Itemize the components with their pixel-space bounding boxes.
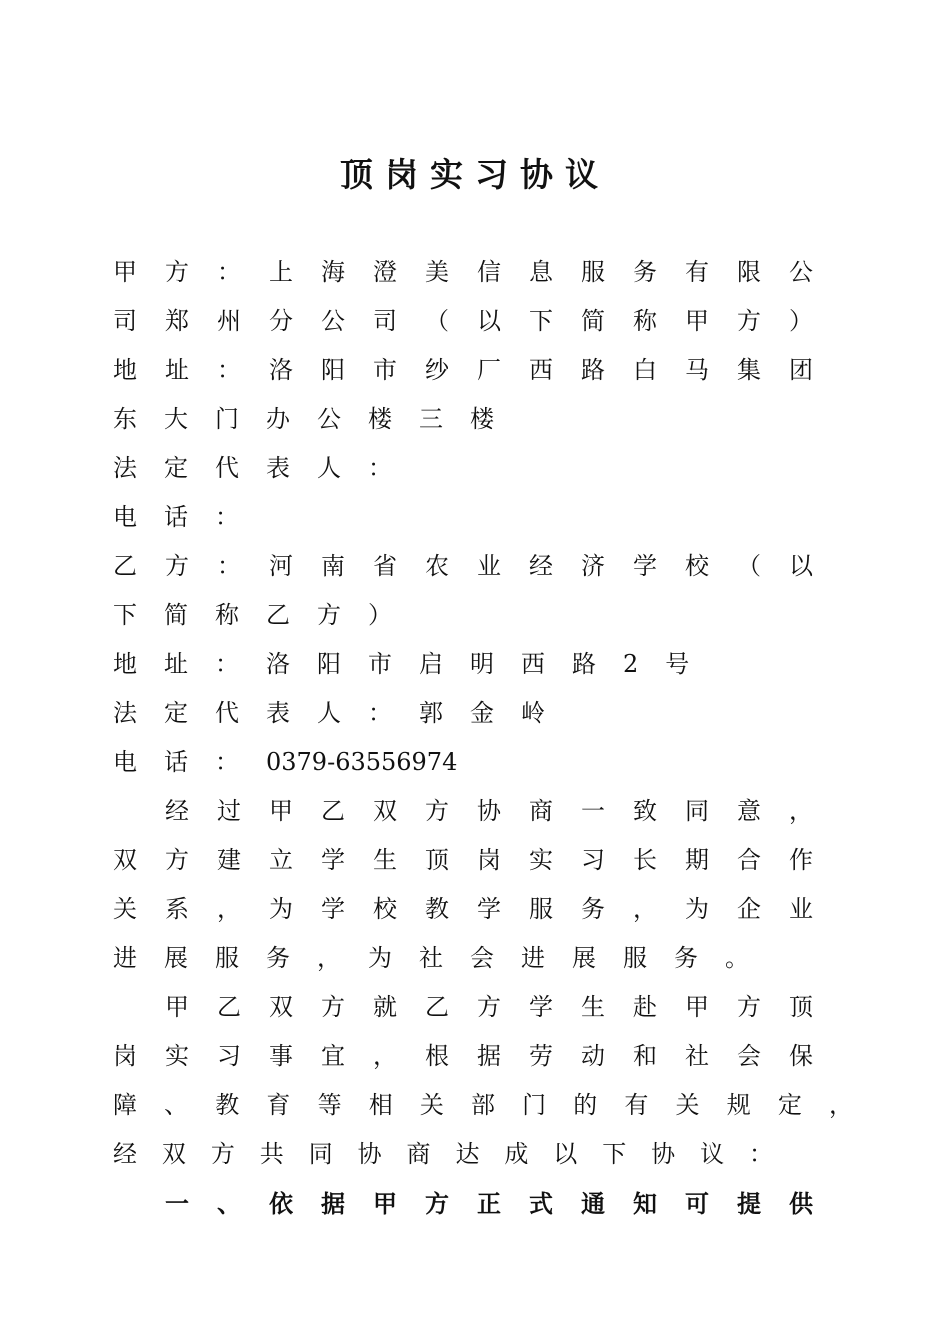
text-char: 办 [266, 405, 290, 433]
text-char: ， [373, 1042, 397, 1070]
text-char: 意 [737, 797, 761, 825]
paragraph-2-line-3 [113, 1081, 853, 1130]
text-char: 洛 [266, 650, 290, 678]
text-char: ） [368, 601, 392, 629]
text-char: 表 [266, 454, 290, 482]
party-b-address [113, 640, 813, 689]
text-char: 方 [425, 797, 449, 825]
text-char: 商 [406, 1140, 431, 1168]
text-char: ： [368, 699, 392, 727]
text-char: 方 [165, 846, 189, 874]
text-char: 号 [665, 650, 690, 678]
text-char: 展 [164, 944, 188, 972]
text-char: 劳 [529, 1042, 553, 1070]
text-char: ， [317, 944, 341, 972]
text-char: 司 [373, 307, 397, 335]
text-char: 甲 [373, 1189, 397, 1218]
text-char: 就 [373, 993, 397, 1021]
text-char: 西 [521, 650, 545, 678]
text-char: 定 [164, 454, 188, 482]
text-char: 通 [581, 1189, 605, 1218]
text-char: 一 [165, 1189, 189, 1218]
text-char: 限 [737, 258, 761, 286]
text-char: 的 [573, 1091, 598, 1119]
text-char: 。 [725, 944, 749, 972]
text-char: 下 [529, 307, 553, 335]
text-char: 方 [317, 601, 341, 629]
text-char: 据 [477, 1042, 501, 1070]
paragraph-2-line-4 [113, 1130, 773, 1179]
text-char: 方 [321, 993, 345, 1021]
text-char: 定 [777, 1091, 802, 1119]
text-char: 顶 [425, 846, 449, 874]
text-char: 代 [215, 699, 239, 727]
text-char: 东 [113, 405, 137, 433]
text-char: 州 [217, 307, 241, 335]
text-char: 、 [164, 1091, 189, 1119]
text-char: 学 [529, 993, 553, 1021]
text-char: 方 [210, 1140, 235, 1168]
text-char: 团 [789, 356, 813, 384]
text-char: 学 [321, 895, 345, 923]
text-char: 方 [737, 307, 761, 335]
text-char: 地 [113, 650, 137, 678]
text-char: 务 [674, 944, 698, 972]
text-char: 2 [623, 650, 639, 678]
text-char: 为 [685, 895, 709, 923]
text-char: 习 [217, 1042, 241, 1070]
text-char: 明 [470, 650, 494, 678]
text-char: 美 [425, 258, 449, 286]
text-char: 下 [602, 1140, 627, 1168]
text-char: 双 [161, 1140, 186, 1168]
text-char: 赴 [633, 993, 657, 1021]
text-char: 生 [373, 846, 397, 874]
text-char: 教 [425, 895, 449, 923]
text-char: 社 [419, 944, 443, 972]
text-char: 法 [113, 699, 137, 727]
text-char: 0379-63556974 [266, 748, 458, 776]
text-char: 障 [113, 1091, 137, 1119]
text-char: 澄 [373, 258, 397, 286]
text-char: 关 [419, 1091, 444, 1119]
text-char: 实 [165, 1042, 189, 1070]
text-char: 过 [217, 797, 241, 825]
text-char: 农 [425, 552, 449, 580]
text-char: 楼 [368, 405, 392, 433]
text-char: 息 [529, 258, 553, 286]
text-char: 马 [685, 356, 709, 384]
text-char: 岗 [477, 846, 501, 874]
text-char: 保 [789, 1042, 813, 1070]
text-char: 务 [581, 895, 605, 923]
text-char: ： [215, 503, 239, 531]
text-char: 省 [373, 552, 397, 580]
text-char: 方 [737, 993, 761, 1021]
text-char: 甲 [685, 307, 709, 335]
text-char: 学 [477, 895, 501, 923]
text-char: 立 [269, 846, 293, 874]
text-char: 门 [522, 1091, 547, 1119]
text-char: 进 [113, 944, 137, 972]
text-char: 法 [113, 454, 137, 482]
text-char: 协 [651, 1140, 676, 1168]
text-char: 代 [215, 454, 239, 482]
text-char: 建 [217, 846, 241, 874]
text-char: 市 [373, 356, 397, 384]
text-char: 方 [165, 552, 189, 580]
text-char: 公 [317, 405, 341, 433]
text-char: 南 [321, 552, 345, 580]
text-char: ） [789, 307, 813, 335]
text-char: 有 [685, 258, 709, 286]
text-char: 集 [737, 356, 761, 384]
text-char: 定 [164, 699, 188, 727]
party-a-name-line-2 [113, 297, 813, 346]
party-a-name-line-1 [113, 248, 813, 297]
text-char: 乙 [113, 552, 137, 580]
text-char: 西 [529, 356, 553, 384]
text-char: 经 [165, 797, 189, 825]
paragraph-1-line-3 [113, 885, 813, 934]
text-char: 等 [317, 1091, 342, 1119]
text-char: 简 [581, 307, 605, 335]
paragraph-1-line-2 [113, 836, 813, 885]
text-char: 大 [164, 405, 188, 433]
text-char: 三 [419, 405, 443, 433]
text-char: 乙 [425, 993, 449, 1021]
party-b-name-line-2 [113, 591, 813, 640]
text-char: 相 [368, 1091, 393, 1119]
text-char: ， [789, 797, 813, 825]
text-char: 上 [269, 258, 293, 286]
text-char: 楼 [470, 405, 494, 433]
text-char: 会 [737, 1042, 761, 1070]
text-char: 和 [633, 1042, 657, 1070]
text-char: 为 [368, 944, 392, 972]
text-char: ： [215, 748, 239, 776]
text-char: 根 [425, 1042, 449, 1070]
text-char: 同 [685, 797, 709, 825]
text-char: 郭 [419, 699, 443, 727]
text-char: 乙 [266, 601, 290, 629]
text-char: 址 [165, 356, 189, 384]
text-char: 门 [215, 405, 239, 433]
text-char: 岗 [113, 1042, 137, 1070]
text-char: 业 [789, 895, 813, 923]
text-char: 规 [726, 1091, 751, 1119]
text-char: 习 [581, 846, 605, 874]
text-char: 甲 [685, 993, 709, 1021]
text-char: ： [217, 552, 241, 580]
text-char: 司 [113, 307, 137, 335]
text-char: 人 [317, 699, 341, 727]
paragraph-2-line-2 [113, 1032, 813, 1081]
clause-1-heading [165, 1179, 813, 1228]
text-char: 一 [581, 797, 605, 825]
text-char: 海 [321, 258, 345, 286]
text-char: 展 [572, 944, 596, 972]
text-char: 同 [308, 1140, 333, 1168]
text-char: （ [737, 552, 761, 580]
text-char: ： [217, 258, 241, 286]
text-char: 阳 [321, 356, 345, 384]
text-char: 路 [581, 356, 605, 384]
text-char: 经 [529, 552, 553, 580]
text-char: 作 [789, 846, 813, 874]
party-a-address-line-2 [113, 395, 813, 444]
text-char: 有 [624, 1091, 649, 1119]
text-char: 方 [477, 993, 501, 1021]
text-char: 双 [113, 846, 137, 874]
text-char: 协 [357, 1140, 382, 1168]
text-char: 正 [477, 1189, 501, 1218]
text-char: 郑 [165, 307, 189, 335]
text-char: 人 [317, 454, 341, 482]
text-char: 依 [269, 1189, 293, 1218]
text-char: 服 [581, 258, 605, 286]
text-char: 实 [529, 846, 553, 874]
text-char: 式 [529, 1189, 553, 1218]
party-a-address-line-1 [113, 346, 813, 395]
text-char: 方 [165, 258, 189, 286]
text-char: 达 [455, 1140, 480, 1168]
text-char: 宜 [321, 1042, 345, 1070]
text-char: 电 [113, 748, 137, 776]
paragraph-1-line-1 [165, 787, 813, 836]
text-char: 双 [373, 797, 397, 825]
text-char: 河 [269, 552, 293, 580]
text-char: 供 [789, 1189, 813, 1218]
party-a-phone [113, 493, 813, 542]
text-char: 期 [685, 846, 709, 874]
text-char: 以 [477, 307, 501, 335]
text-char: 顶 [789, 993, 813, 1021]
text-char: ， [633, 895, 657, 923]
text-char: 校 [373, 895, 397, 923]
text-char: （ [425, 307, 449, 335]
text-char: 以 [789, 552, 813, 580]
text-char: ， [217, 895, 241, 923]
text-char: 甲 [165, 993, 189, 1021]
text-char: 议 [700, 1140, 725, 1168]
text-char: 岭 [521, 699, 545, 727]
text-char: 务 [633, 258, 657, 286]
text-char: 白 [633, 356, 657, 384]
text-char: 甲 [269, 797, 293, 825]
text-char: 动 [581, 1042, 605, 1070]
text-char: 话 [164, 748, 188, 776]
text-char: 业 [477, 552, 501, 580]
text-char: 表 [266, 699, 290, 727]
text-char: 学 [633, 552, 657, 580]
text-char: ： [748, 1140, 773, 1168]
text-char: 共 [259, 1140, 284, 1168]
text-char: 称 [633, 307, 657, 335]
text-char: 阳 [317, 650, 341, 678]
text-char: 学 [321, 846, 345, 874]
text-char: 地 [113, 356, 137, 384]
text-char: 可 [685, 1189, 709, 1218]
text-char: 育 [266, 1091, 291, 1119]
text-char: 校 [685, 552, 709, 580]
text-char: 、 [217, 1189, 241, 1218]
text-char: 商 [529, 797, 553, 825]
text-char: 部 [470, 1091, 495, 1119]
text-char: 乙 [217, 993, 241, 1021]
text-char: 厂 [477, 356, 501, 384]
text-char: 社 [685, 1042, 709, 1070]
text-char: 进 [521, 944, 545, 972]
text-char: 洛 [269, 356, 293, 384]
text-char: 址 [164, 650, 188, 678]
text-char: 金 [470, 699, 494, 727]
text-char: ： [215, 650, 239, 678]
text-char: 协 [477, 797, 501, 825]
party-b-legal-rep [113, 689, 813, 738]
text-char: 为 [269, 895, 293, 923]
text-char: 路 [572, 650, 596, 678]
text-char: 提 [737, 1189, 761, 1218]
text-char: 纱 [425, 356, 449, 384]
text-char: 话 [164, 503, 188, 531]
text-char: 企 [737, 895, 761, 923]
text-char: 简 [164, 601, 188, 629]
text-char: 生 [581, 993, 605, 1021]
text-char: 称 [215, 601, 239, 629]
text-char: 知 [633, 1189, 657, 1218]
text-char: 甲 [113, 258, 137, 286]
text-char: 公 [789, 258, 813, 286]
text-char: 长 [633, 846, 657, 874]
text-char: 公 [321, 307, 345, 335]
text-char: 关 [675, 1091, 700, 1119]
text-char: 经 [113, 1140, 137, 1168]
text-char: 市 [368, 650, 392, 678]
text-char: ： [368, 454, 392, 482]
text-char: 济 [581, 552, 605, 580]
text-char: 务 [266, 944, 290, 972]
party-b-name-line-1 [113, 542, 813, 591]
text-char: 双 [269, 993, 293, 1021]
text-char: 信 [477, 258, 501, 286]
text-char: 会 [470, 944, 494, 972]
text-char: 致 [633, 797, 657, 825]
text-char: 系 [165, 895, 189, 923]
text-char: 乙 [321, 797, 345, 825]
paragraph-2-line-1 [165, 983, 813, 1032]
text-char: 关 [113, 895, 137, 923]
text-char: 服 [529, 895, 553, 923]
text-char: 分 [269, 307, 293, 335]
text-char: 服 [215, 944, 239, 972]
text-char: 合 [737, 846, 761, 874]
text-char: 方 [425, 1189, 449, 1218]
text-char: 教 [215, 1091, 240, 1119]
text-char: 据 [321, 1189, 345, 1218]
text-char: 下 [113, 601, 137, 629]
text-char: ， [828, 1091, 853, 1119]
text-char: 成 [504, 1140, 529, 1168]
party-a-legal-rep [113, 444, 813, 493]
paragraph-1-line-4 [113, 934, 813, 983]
text-char: 电 [113, 503, 137, 531]
text-char: 服 [623, 944, 647, 972]
party-b-phone [113, 738, 813, 787]
text-char: ： [217, 356, 241, 384]
text-char: 启 [419, 650, 443, 678]
document-title: 顶岗实习协议 [340, 155, 610, 194]
text-char: 事 [269, 1042, 293, 1070]
text-char: 以 [553, 1140, 578, 1168]
